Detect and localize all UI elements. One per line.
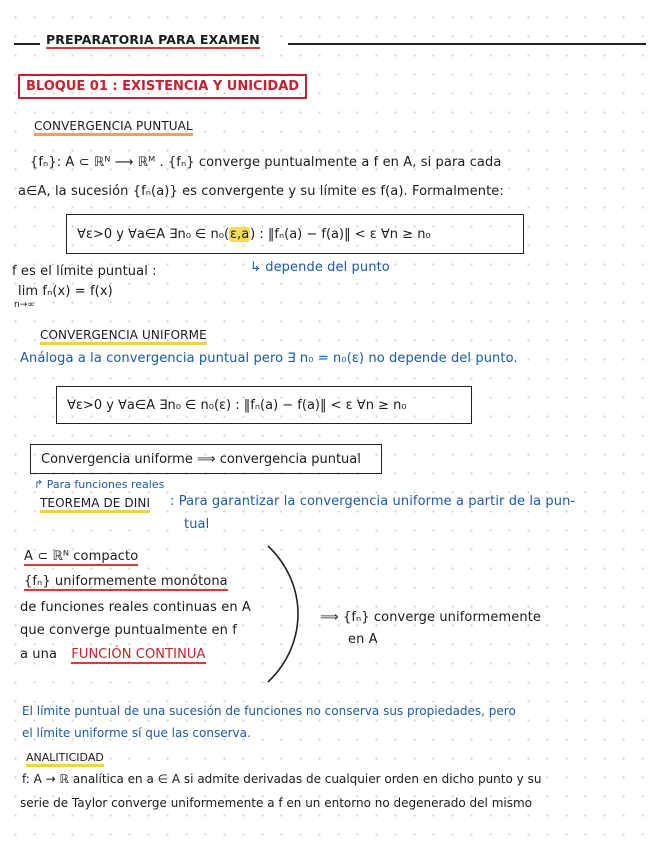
implication-box <box>30 444 382 474</box>
header-rule-left <box>14 43 40 45</box>
pointwise-limit-formula: lim fₙ(x) = f(x) <box>18 284 113 299</box>
dini-note: ↱ Para funciones reales <box>34 478 165 491</box>
dini-condition-4: que converge puntualmente en f <box>20 623 237 638</box>
uniform-description: Análoga a la convergencia puntual pero ∃ n₀ = n₀(ε) no depende del punto. <box>20 351 518 366</box>
dini-brace <box>262 544 312 684</box>
pointwise-formula-box <box>66 214 524 254</box>
uniform-heading-text: CONVERGENCIA UNIFORME <box>40 328 207 345</box>
remark-line-1: El límite puntual de una sucesión de funciones no conserva sus propiedades, pero <box>22 704 516 718</box>
pointwise-line-2: a∈A, la sucesión {fₙ(a)} es convergente y su límite es f(a). Formalmente: <box>18 184 504 199</box>
dini-condition-5 <box>20 647 206 662</box>
dini-condition-5-prefix: a una <box>20 647 58 662</box>
dini-description-2: tual <box>184 517 210 532</box>
dini-condition-3: de funciones reales continuas en A <box>20 600 251 615</box>
pointwise-limit-sub: n→∞ <box>14 300 35 310</box>
dini-result-1: ⟹ {fₙ} converge uniformemente <box>320 610 542 625</box>
pointwise-formula-post: ) : ‖fₙ(a) − f(a)‖ < ε ∀n ≥ n₀ <box>250 226 431 242</box>
implication-text: Convergencia uniforme ⟹ convergencia puntual <box>41 451 361 467</box>
dini-result-2: en A <box>348 632 378 647</box>
uniform-formula: ∀ε>0 y ∀a∈A ∃n₀ ∈ n₀(ε) : ‖fₙ(a) − f(a)‖ < ε ∀n ≥ n₀ <box>67 397 407 413</box>
dini-condition-5-text: FUNCIÓN CONTINUA <box>71 647 206 662</box>
analytic-heading <box>26 751 104 764</box>
pointwise-heading-text: CONVERGENCIA PUNTUAL <box>34 119 193 136</box>
dini-condition-2-text: {fₙ} uniformemente monótona <box>24 574 228 589</box>
pointwise-formula-pre: ∀ε>0 y ∀a∈A ∃n₀ ∈ n₀( <box>77 226 230 242</box>
uniform-heading <box>40 328 207 342</box>
pointwise-formula-highlight: ε,a <box>230 226 250 242</box>
depends-on-point-note: ↳ depende del punto <box>250 260 390 275</box>
dini-title-text: TEOREMA DE DINI <box>40 496 150 513</box>
block-title <box>18 74 307 99</box>
page-title <box>46 32 260 47</box>
analytic-line-1: f: A → ℝ analítica en a ∈ A si admite derivadas de cualquier orden en dicho punto y su <box>22 772 542 786</box>
dini-condition-1 <box>24 549 138 564</box>
dini-condition-2 <box>24 574 228 589</box>
page-title-text: PREPARATORIA PARA EXAMEN <box>46 32 260 47</box>
pointwise-limit-label: f es el límite puntual : <box>12 264 157 279</box>
uniform-formula-box <box>56 386 472 424</box>
dini-description-1: : Para garantizar la convergencia uniforme a partir de la pun- <box>170 494 576 509</box>
dini-title <box>40 496 150 510</box>
pointwise-heading <box>34 119 193 133</box>
block-title-text: BLOQUE 01 : EXISTENCIA Y UNICIDAD <box>26 79 300 94</box>
analytic-heading-text: ANALITICIDAD <box>26 751 104 767</box>
pointwise-line-1: {fₙ}: A ⊂ ℝᴺ ⟶ ℝᴹ . {fₙ} converge puntualmente a f en A, si para cada <box>30 155 502 170</box>
dini-condition-1-text: A ⊂ ℝᴺ compacto <box>24 549 139 564</box>
analytic-line-2: serie de Taylor converge uniformemente a f en un entorno no degenerado del mismo <box>20 796 533 810</box>
header-rule-right <box>288 43 646 45</box>
remark-line-2: el límite uniforme sí que las conserva. <box>22 726 251 740</box>
